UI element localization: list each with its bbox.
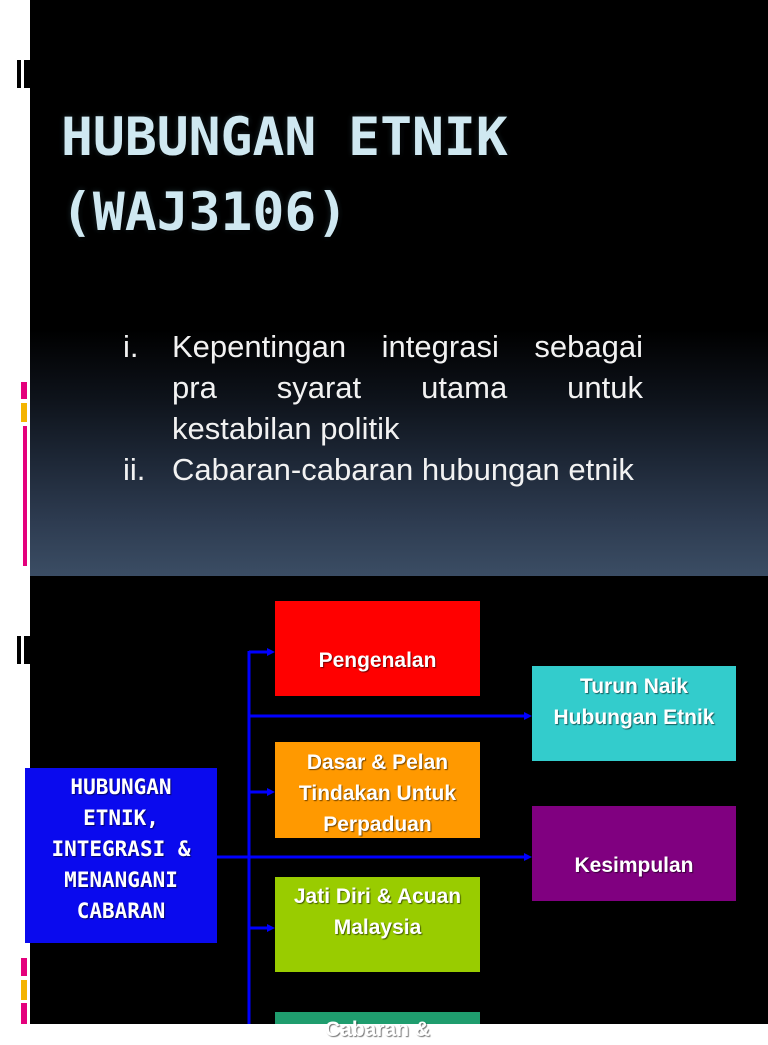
slide-marker-icon bbox=[16, 636, 30, 664]
bullet-text-line: kestabilan politik bbox=[172, 411, 400, 446]
accent-bar-magenta bbox=[23, 426, 27, 566]
bullet-text-line: Kepentingan integrasi sebagai bbox=[172, 329, 643, 364]
topic-label: Dasar & Pelan bbox=[306, 751, 449, 774]
bullet-text-line: pra syarat utama untuk bbox=[172, 370, 643, 405]
topic-box-dasar bbox=[275, 742, 480, 838]
slide-marker-icon bbox=[16, 60, 30, 88]
marker-bar bbox=[17, 636, 21, 664]
topic-label: Cabaran & bbox=[324, 1018, 431, 1041]
central-topic-line: HUBUNGAN bbox=[70, 775, 172, 799]
bullet-marker: ii. bbox=[123, 452, 146, 487]
central-topic-box bbox=[25, 768, 217, 943]
accent-bar-magenta bbox=[21, 1003, 27, 1024]
topic-box-turun-naik bbox=[532, 666, 736, 761]
topic-label: Pengenalan bbox=[318, 649, 437, 672]
bullet-text-line: Cabaran-cabaran hubungan etnik bbox=[172, 452, 634, 487]
topic-box-kesimpulan bbox=[532, 806, 736, 901]
accent-bar-magenta bbox=[21, 382, 27, 399]
bullet-marker: i. bbox=[123, 329, 139, 364]
central-topic-line: CABARAN bbox=[76, 899, 166, 923]
slide-title-line-2: (WAJ3106) bbox=[61, 182, 349, 243]
marker-bar bbox=[17, 60, 21, 88]
topic-label: Kesimpulan bbox=[574, 854, 694, 877]
topic-label: Turun Naik bbox=[579, 675, 689, 698]
accent-bar-yellow bbox=[21, 403, 27, 422]
topic-box-jati-diri bbox=[275, 877, 480, 972]
topic-label: Jati Diri & Acuan bbox=[293, 885, 462, 908]
central-topic-line: ETNIK, bbox=[83, 806, 159, 830]
topic-box-cabaran bbox=[275, 1012, 480, 1041]
topic-label: Tindakan Untuk bbox=[298, 782, 457, 805]
topic-label: Perpaduan bbox=[323, 813, 432, 836]
topic-label: Malaysia bbox=[333, 916, 422, 939]
topic-box-pengenalan bbox=[275, 601, 480, 696]
central-topic-line: INTEGRASI & bbox=[51, 837, 191, 861]
central-topic-line: MENANGANI bbox=[64, 868, 178, 892]
topic-label: Hubungan Etnik bbox=[553, 706, 715, 729]
slide-title-line-1: HUBUNGAN ETNIK bbox=[61, 107, 508, 168]
accent-bar-magenta bbox=[21, 958, 27, 976]
accent-bar-yellow bbox=[21, 980, 27, 1000]
